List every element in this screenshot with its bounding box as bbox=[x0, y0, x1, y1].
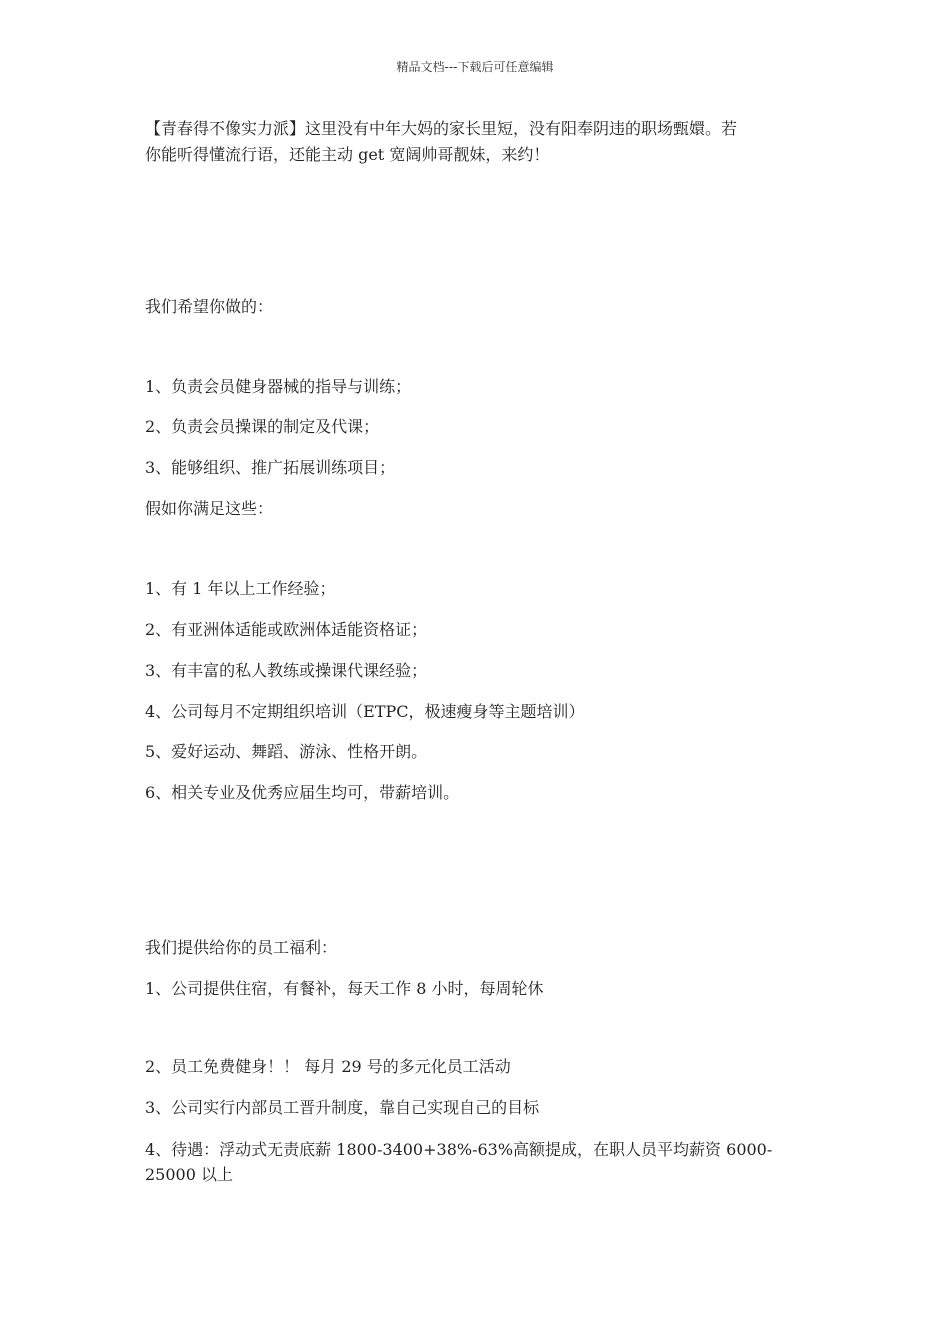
intro-text-line-1: 【青春得不像实力派】这里没有中年大妈的家长里短，没有阳奉阴违的职场甄嬛。若 bbox=[145, 119, 738, 138]
requirement-item: 4、公司每月不定期组织培训（ETPC，极速瘦身等主题培训） bbox=[145, 702, 585, 721]
duty-item: 2、负责会员操课的制定及代课； bbox=[145, 417, 380, 436]
benefit-item: 3、公司实行内部员工晋升制度，靠自己实现自己的目标 bbox=[145, 1098, 540, 1117]
benefit-item: 2、员工免费健身！！ 每月 29 号的多元化员工活动 bbox=[145, 1057, 511, 1076]
benefits-heading: 我们提供给你的员工福利： bbox=[145, 938, 338, 957]
requirement-item: 6、相关专业及优秀应届生均可，带薪培训。 bbox=[145, 783, 460, 802]
requirement-item: 2、有亚洲体适能或欧洲体适能资格证； bbox=[145, 620, 428, 639]
benefit-item: 1、公司提供住宿，有餐补，每天工作 8 小时，每周轮休 bbox=[145, 979, 544, 998]
requirement-item: 1、有 1 年以上工作经验； bbox=[145, 579, 336, 598]
page-header: 精品文档---下载后可任意编辑 bbox=[396, 60, 554, 74]
requirement-item: 3、有丰富的私人教练或操课代课经验； bbox=[145, 661, 428, 680]
duty-item: 1、负责会员健身器械的指导与训练； bbox=[145, 377, 412, 396]
intro-text-line-2: 你能听得懂流行语，还能主动 get 宽阔帅哥靓妹，来约！ bbox=[145, 145, 550, 164]
requirements-heading: 假如你满足这些： bbox=[145, 499, 274, 518]
duties-heading: 我们希望你做的： bbox=[145, 297, 274, 316]
benefit-salary-line-2: 25000 以上 bbox=[145, 1165, 233, 1184]
benefit-salary-line-1: 4、待遇：浮动式无责底薪 1800-3400+38%-63%高额提成，在职人员平均薪资 6000- bbox=[145, 1140, 773, 1159]
duty-item: 3、能够组织、推广拓展训练项目； bbox=[145, 458, 396, 477]
requirement-item: 5、爱好运动、舞蹈、游泳、性格开朗。 bbox=[145, 742, 428, 761]
